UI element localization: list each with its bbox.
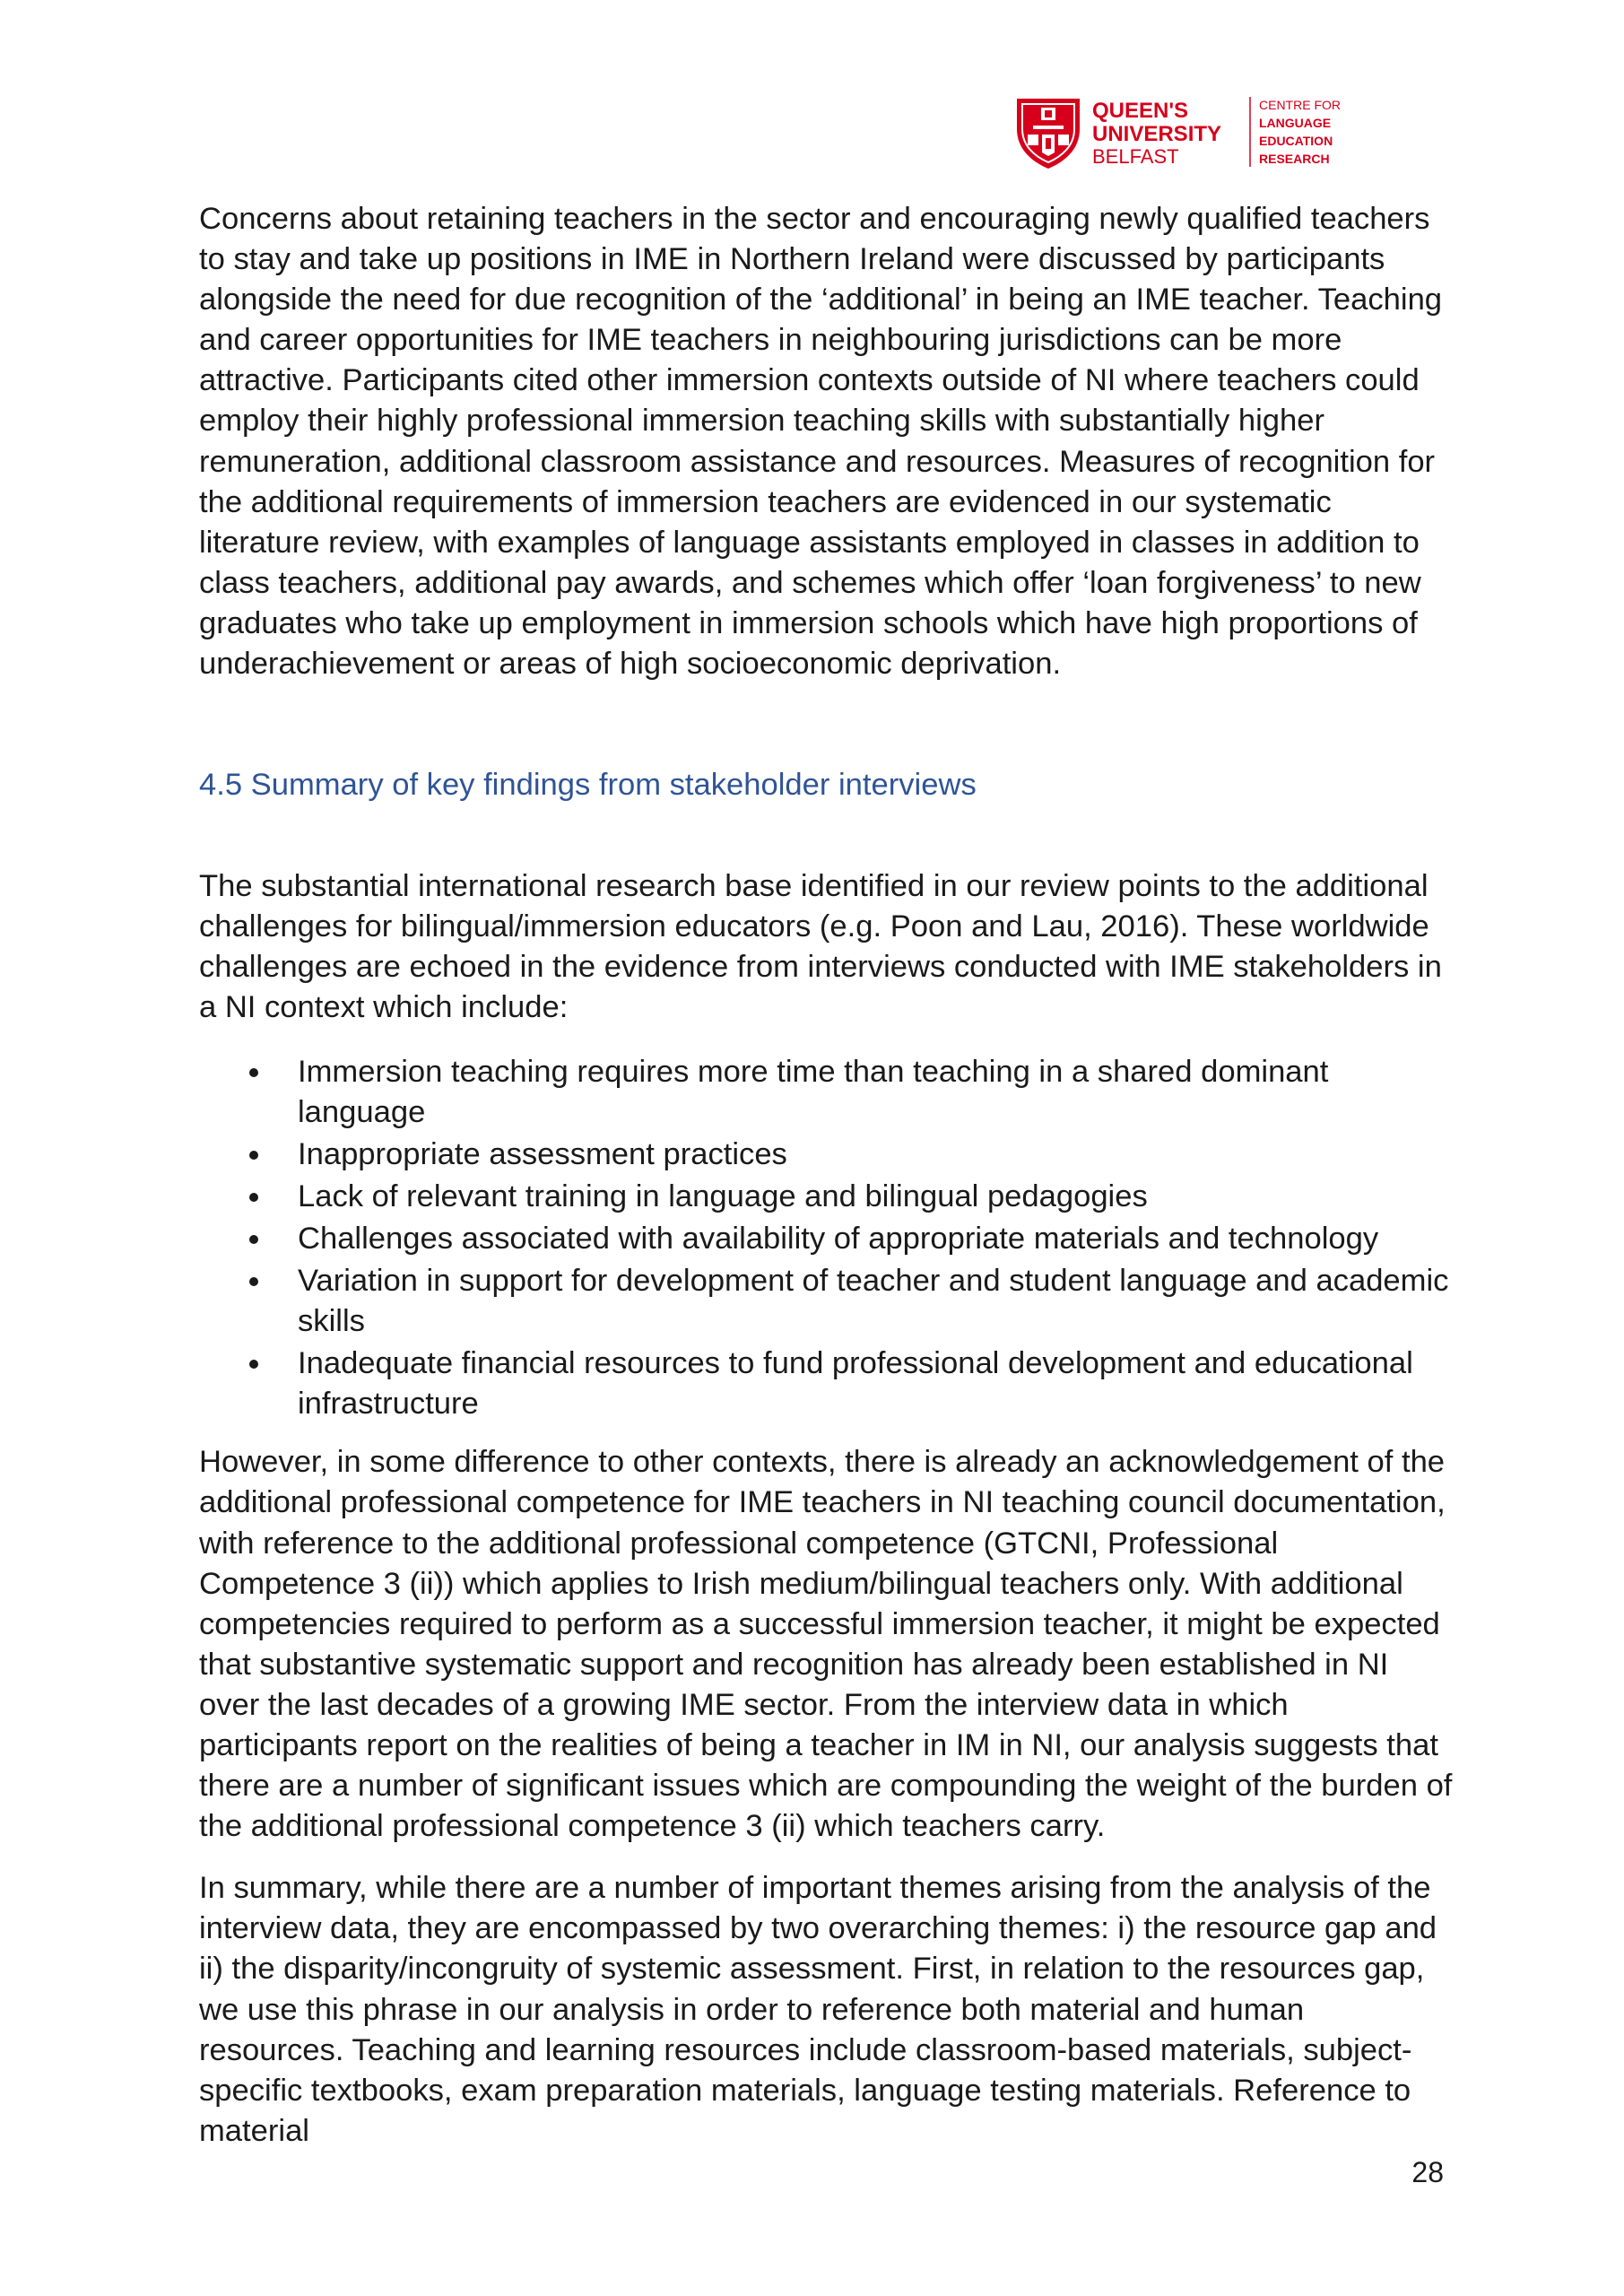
- bullet-icon: [249, 1235, 258, 1244]
- page-number: 28: [1411, 2156, 1444, 2188]
- list-item: Variation in support for development of teacher and student language and academic skills: [199, 1261, 1455, 1342]
- list-item: Lack of relevant training in language and bilingual pedagogies: [199, 1177, 1455, 1217]
- university-line-3: BELFAST: [1092, 145, 1179, 168]
- list-item: Inappropriate assessment practices: [199, 1135, 1455, 1175]
- challenges-list: [199, 1052, 1455, 1425]
- document-body: [199, 199, 1455, 2152]
- bullet-icon: [249, 1068, 258, 1077]
- bullet-icon: [249, 1277, 258, 1286]
- centre-line-1: CENTRE FOR: [1259, 98, 1341, 112]
- qub-logo: [1015, 93, 1356, 170]
- bullet-icon: [249, 1193, 258, 1202]
- bullet-icon: [249, 1151, 258, 1160]
- centre-line-4: RESEARCH: [1259, 152, 1330, 166]
- crest-icon: [1017, 99, 1080, 169]
- bullet-icon: [249, 1360, 258, 1369]
- list-item: Challenges associated with availability of appropriate materials and technology: [199, 1219, 1455, 1259]
- paragraph-teacher-retention: Concerns about retaining teachers in the sector and encouraging newly qualified teachers to stay and take up positions in IME in Northern Ireland were discussed by participants alongside the need for due recognition of the ‘additional’ in being an IME teacher. Teaching and career opportunities for IME teachers in neighbouring jurisdictions can be more attractive. Participants cited other immersion contexts outside of NI where teachers could employ their highly professional immersion teaching skills with substantially higher remuneration, additional classroom assistance and resources. Measures of recognition for the additional requirements of immersion teachers are evidenced in our systematic literature review, with examples of language assistants employed in classes in addition to class teachers, additional pay awards, and schemes which offer ‘loan forgiveness’ to new graduates who take up employment in immersion schools which have high proportions of underachievement or areas of high socioeconomic deprivation.: [199, 202, 1443, 682]
- university-line-2: UNIVERSITY: [1092, 122, 1222, 146]
- paragraph-summary-themes: In summary, while there are a number of important themes arising from the analysis of the interview data, they are encompassed by two overarching themes: i) the resource gap and ii) the disparity/incongruity of systemic assessment. First, in relation to the resources gap, we use this phrase in our analysis in order to reference both material and human resources. Teaching and learning resources include classroom-based materials, subject-specific textbooks, exam preparation materials, language testing materials. Reference to material: [199, 1871, 1437, 2148]
- logo-graphic: [1015, 93, 1356, 170]
- centre-line-2: LANGUAGE: [1259, 116, 1332, 130]
- paragraph-research-base: The substantial international research base identified in our review points to the additional challenges for bilingual/immersion educators (e.g. Poon and Lau, 2016). These worldwide challenges are echoed in the evidence from interviews conducted with IME stakeholders in a NI context which include:: [199, 869, 1442, 1025]
- list-item: Immersion teaching requires more time than teaching in a shared dominant language: [199, 1052, 1455, 1133]
- list-item: Inadequate financial resources to fund professional development and educational infrastructure: [199, 1344, 1455, 1424]
- paragraph-professional-competence: However, in some difference to other contexts, there is already an acknowledgement of the additional professional competence for IME teachers in NI teaching council documentation, with reference to the additional professional competence (GTCNI, Professional Competence 3 (ii)) which applies to Irish medium/bilingual teachers only. With additional competencies required to perform as a successful immersion teacher, it might be expected that substantive systematic support and recognition has already been established in NI over the last decades of a growing IME sector. From the interview data in which participants report on the realities of being a teacher in IM in NI, our analysis suggests that there are a number of significant issues which are compounding the weight of the burden of the additional professional competence 3 (ii) which teachers carry.: [199, 1445, 1453, 1844]
- centre-line-3: EDUCATION: [1259, 134, 1333, 148]
- university-line-1: QUEEN'S: [1092, 99, 1189, 123]
- section-heading: 4.5 Summary of key findings from stakeholder interviews: [199, 768, 977, 803]
